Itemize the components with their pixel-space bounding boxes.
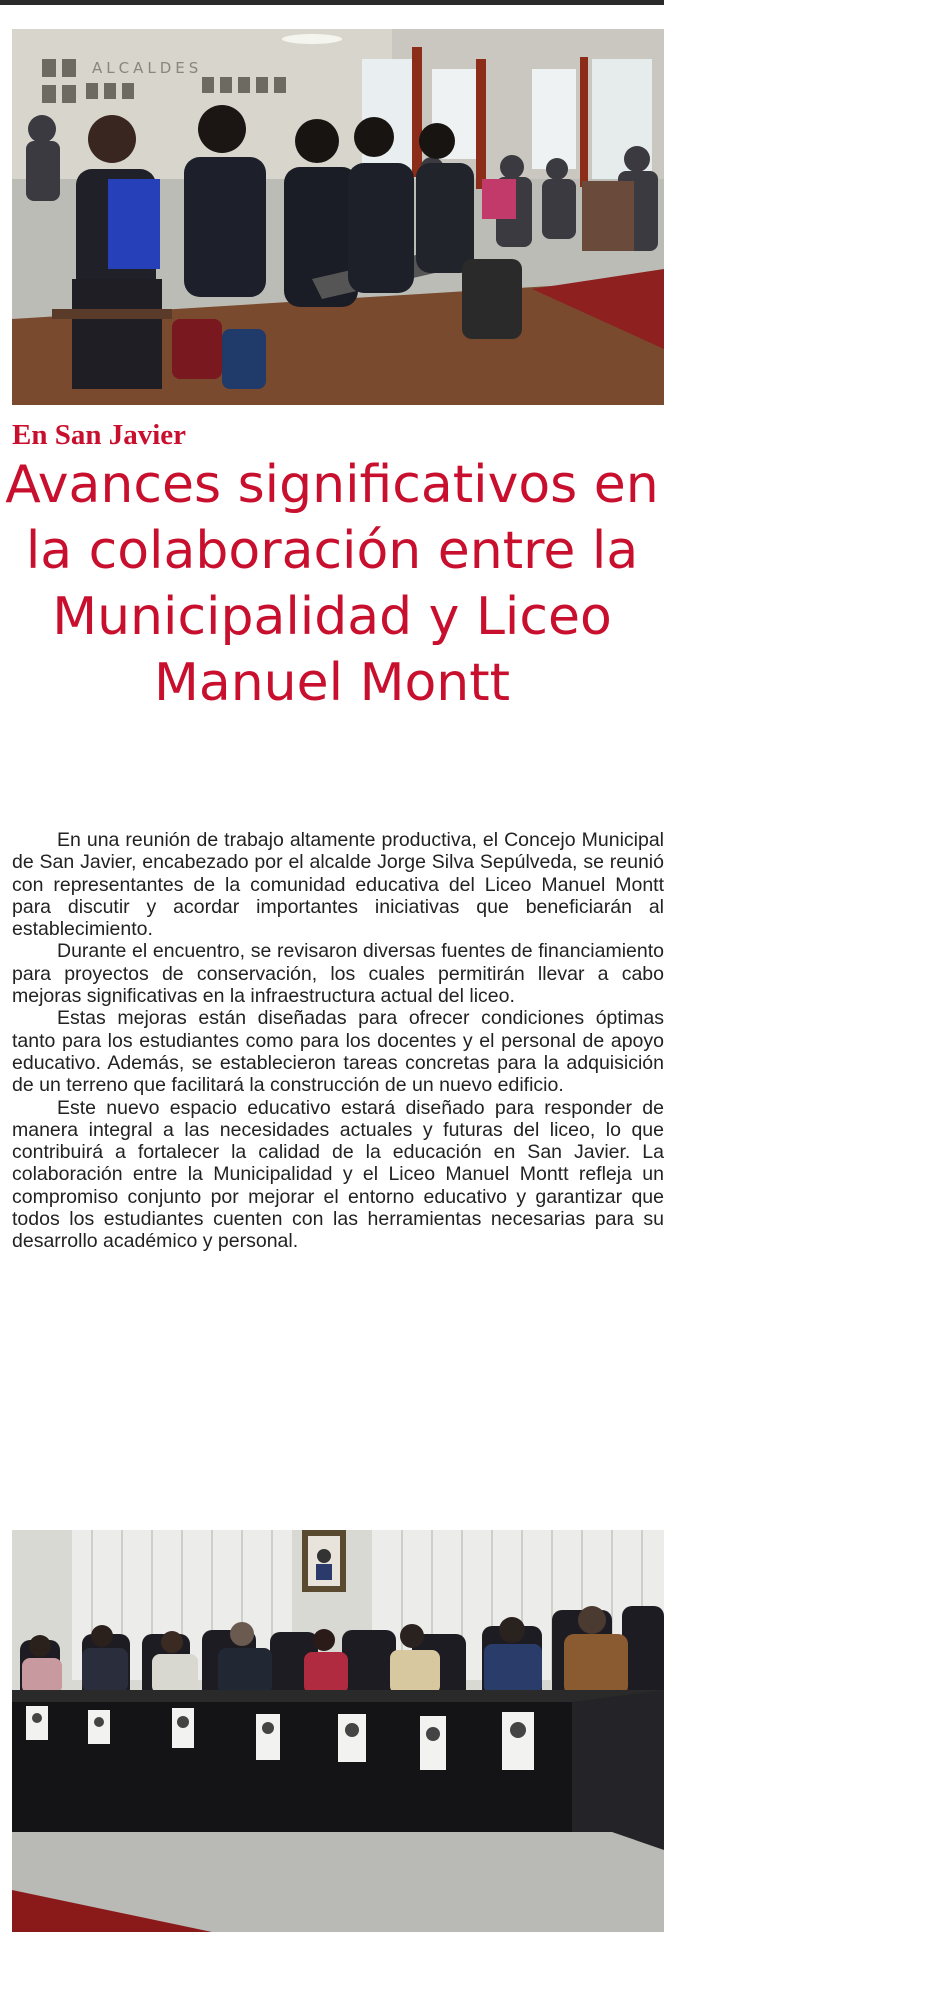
article-paragraph: En una reunión de trabajo altamente productiva, el Concejo Municipal de San Javier, encabezado por el alcalde Jorge Silva Sepúlveda, se reunió con representantes de la comunidad educativa del Liceo Manuel Montt para discutir y acordar importantes iniciativas que beneficiarán al establecimiento.	[12, 829, 664, 941]
article-paragraph: Este nuevo espacio educativo estará diseñado para responder de manera integral a las necesidades actuales y futuras del liceo, lo que contribuirá a fortalecer la calidad de la educación en San Javier. La colaboración entre la Municipalidad y el Liceo Manuel Montt refleja un compromiso conjunto por mejorar el entorno educativo y garantizar que todos los estudiantes cuenten con las herramientas necesarias para su desarrollo académico y personal.	[12, 1096, 664, 1253]
top-rule	[0, 0, 664, 5]
alcaldes-sign: ALCALDES	[92, 59, 203, 77]
council-photo	[12, 1530, 664, 1932]
article-paragraph: Estas mejoras están diseñadas para ofrecer condiciones óptimas tanto para los estudiantes como para los docentes y el personal de apoyo educativo. Además, se establecieron tareas concretas para la adquisición de un terreno que facilitará la construcción de un nuevo edificio.	[12, 1007, 664, 1097]
article-kicker: En San Javier	[12, 419, 187, 451]
students-photo	[12, 29, 664, 405]
article-body	[12, 829, 664, 1253]
article-headline: Avances significativos en la colaboración entre la Municipalidad y Liceo Manuel Montt	[5, 455, 659, 713]
article-paragraph: Durante el encuentro, se revisaron diversas fuentes de financiamiento para proyectos de conservación, los cuales permitirán llevar a cabo mejoras significativas en la infraestructura actual del liceo.	[12, 940, 664, 1008]
